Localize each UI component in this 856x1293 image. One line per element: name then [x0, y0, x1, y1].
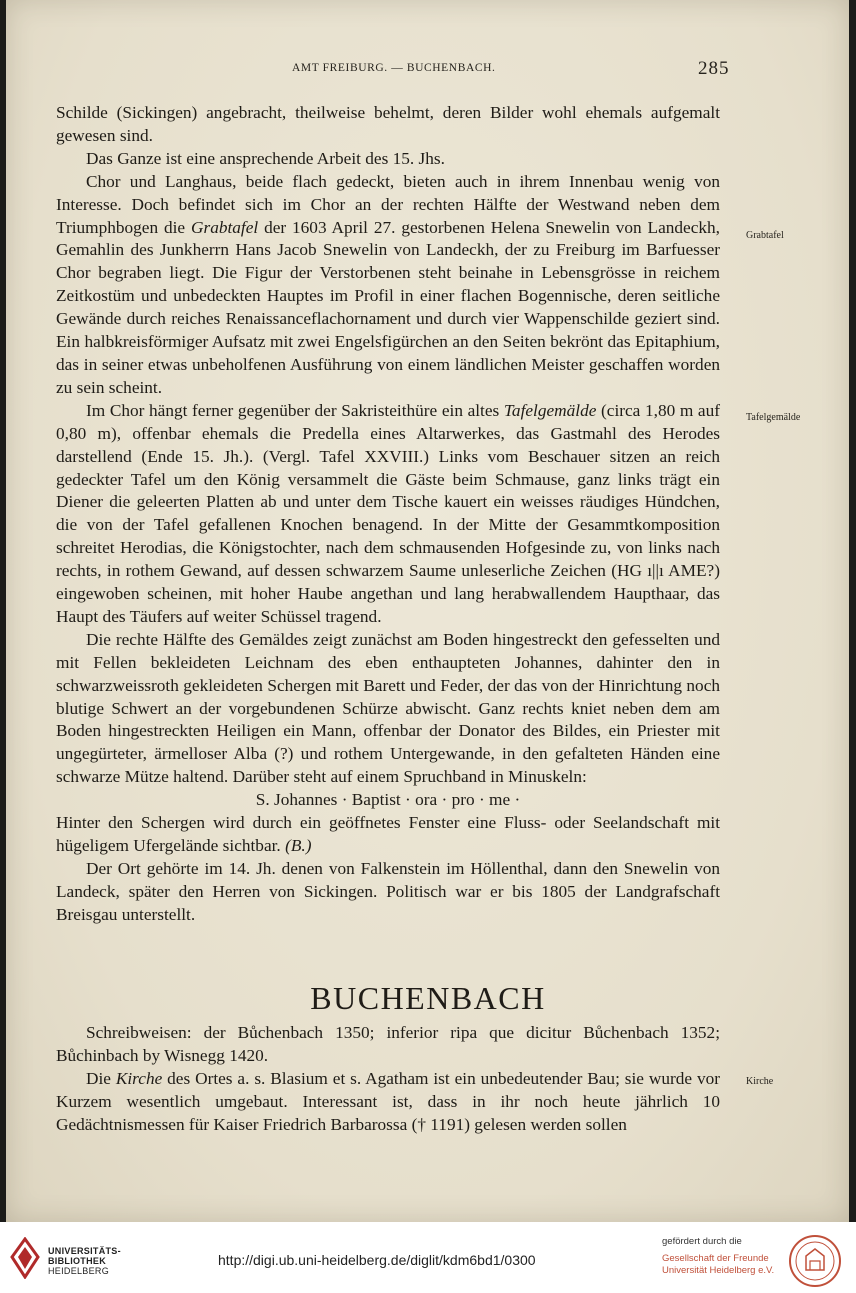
- section-heading: BUCHENBACH: [310, 980, 546, 1016]
- italic-term: Kirche: [115, 1068, 163, 1088]
- italic-term: (B.): [285, 836, 312, 855]
- text-run: Schilde (Sickingen) angebracht, theilweise behelmt, deren Bilder wohl ehemals aufgemalt gewesen sind.: [56, 103, 720, 145]
- text-run: S. Johannes · Baptist · ora · pro · me ·: [255, 790, 521, 810]
- margin-note-kirche: Kirche: [746, 1076, 774, 1087]
- sponsor-label: gefördert durch die: [662, 1236, 742, 1247]
- margin-note-grabtafel: Grabtafel: [746, 230, 784, 241]
- library-name-line: UNIVERSITÄTS-: [48, 1246, 121, 1256]
- paragraph: [56, 858, 720, 927]
- text-run: Hinter den Schergen wird durch ein geöffnetes Fenster eine Fluss- oder Seelandschaft mit hügeligem Ufergelände sichtbar.: [56, 813, 720, 855]
- text-run: (circa 1,80 m auf 0,80 m), offenbar ehemals die Predella eines Altarwerkes, das Gastmahl des Herodes darstellend (Ende 15. Jh.). (Vergl. Tafel XXVIII.) Links vom Beschauer sitzen an reich gedeckter Tafel um den König versammelt die Gäste beim Schmause, ganz links trägt ein Diener die geleerten Platten ab und unter dem Tische kauert ein weisses räudiges Hündchen, die von der Tafel gefallenen Knochen benagend. In der Mitte der Gesammtkomposition schreitet Herodias, die Königstochter, nach dem schmausenden Hofgesinde zu, von links nach rechts, in rothem Gewand, auf dessen schwarzem Saume unleserliche Zeichen (HG ı||ı AME?) eingewoben scheinen, mit hoher Haube angethan und lang herabwallendem Haupthaar, das Haupt des Täufers auf weiter Schüssel tragend.: [56, 400, 720, 626]
- page-header: [6, 58, 849, 84]
- sponsor-name-line: Gesellschaft der Freunde: [662, 1253, 769, 1264]
- text-run: Die: [86, 1068, 116, 1088]
- paragraph: [56, 1022, 720, 1068]
- permalink-url[interactable]: http://digi.ub.uni-heidelberg.de/diglit/kdm6bd1/0300: [218, 1252, 536, 1268]
- paragraph: [56, 171, 720, 400]
- inscription-line: [56, 789, 720, 812]
- friends-society-seal-icon: [788, 1234, 842, 1288]
- italic-term: Grabtafel: [190, 217, 259, 237]
- running-title: AMT FREIBURG. — BUCHENBACH.: [292, 62, 496, 74]
- footer-bar: [0, 1222, 856, 1293]
- university-library-logo-icon: [8, 1237, 42, 1279]
- paragraph: [56, 1068, 720, 1137]
- text-run: Im Chor hängt ferner gegenüber der Sakristeithüre ein altes: [86, 400, 504, 420]
- library-name-line: BIBLIOTHEK: [48, 1256, 106, 1266]
- margin-note-tafelgemaelde: Tafelgemälde: [746, 412, 801, 423]
- text-run: Das Ganze ist eine ansprechende Arbeit des 15. Jhs.: [86, 148, 445, 168]
- library-name-line: HEIDELBERG: [48, 1266, 110, 1276]
- body-text-lower: [56, 1022, 720, 1137]
- text-run: Chor und Langhaus, beide flach gedeckt, bieten auch in ihrem Innenbau wenig von Interesse. Doch befindet sich im Chor an der rechten Hälfte der Westwand neben dem Triumphbogen die: [56, 171, 720, 237]
- page-number: 285: [698, 58, 730, 79]
- text-run: der 1603 April 27. gestorbenen Helena Snewelin von Landeckh, Gemahlin des Junkherrn Hans Jacob Snewelin von Landeckh, der zu Freiburg im Barfuesser Chor begraben liegt. Die Figur der Verstorbenen steht beinahe in Lebensgrösse in reichem Zeitkostüm und unbedeckten Hauptes im Profil in einer flachen Bogennische, deren seitliche Gewände durch reiches Renaissanceflachornament und durch vier Wappenschilde geziert sind. Ein halbkreisförmiger Aufsatz mit zwei Engelsfigürchen an den Seiten bekrönt das Epitaphium, das in seiner etwas unbeholfenen Ausführung von einem ländlichen Meister geschaffen worden zu sein scheint.: [56, 217, 720, 397]
- paragraph: [56, 629, 720, 789]
- text-run: Der Ort gehörte im 14. Jh. denen von Falkenstein im Höllenthal, dann den Snewelin von Landeck, später den Herren von Sickingen. Politisch war er bis 1805 der Landgrafschaft Breisgau unterstellt.: [56, 858, 720, 924]
- paragraph: [56, 812, 720, 858]
- italic-term: Tafelgemälde: [503, 400, 597, 420]
- body-text-upper: [56, 102, 720, 927]
- text-run: Schreibweisen: der Bůchenbach 1350; inferior ripa que dicitur Bůchenbach 1352; Bůchinbach by Wisnegg 1420.: [56, 1023, 720, 1065]
- library-name: [48, 1246, 121, 1276]
- sponsor-name-line: Universität Heidelberg e.V.: [662, 1265, 775, 1276]
- paragraph: [56, 102, 720, 148]
- sponsor-name: [662, 1253, 774, 1277]
- text-run: Die rechte Hälfte des Gemäldes zeigt zunächst am Boden hingestreckt den gefesselten und mit Fellen bekleideten Leichnam des eben enthaupteten Johannes, dahinter den in schwarzweissroth gekleideten Schergen mit Barett und Feder, der das von der Hinrichtung noch blutige Schwert an der vorgebundenen Schürze abwischt. Ganz rechts kniet neben dem am Boden hingestreckten Heiligen ein Mann, offenbar der Donator des Bildes, ein Priester mit ungegürteter, ärmelloser Alba (?) und rothem Untergewande, in den gefalteten Händen eine schwarze Mütze haltend. Darüber steht auf einem Spruchband in Minuskeln:: [56, 629, 720, 787]
- paragraph: [56, 148, 720, 171]
- paragraph: [56, 400, 720, 629]
- text-run: des Ortes a. s. Blasium et s. Agatham ist ein unbedeutender Bau; sie wurde vor Kurzem wesentlich umgebaut. Interessant ist, dass in ihr noch heute jährlich 10 Gedächtnismessen für Kaiser Friedrich Barbarossa († 1191) gelesen werden sollen: [56, 1068, 720, 1134]
